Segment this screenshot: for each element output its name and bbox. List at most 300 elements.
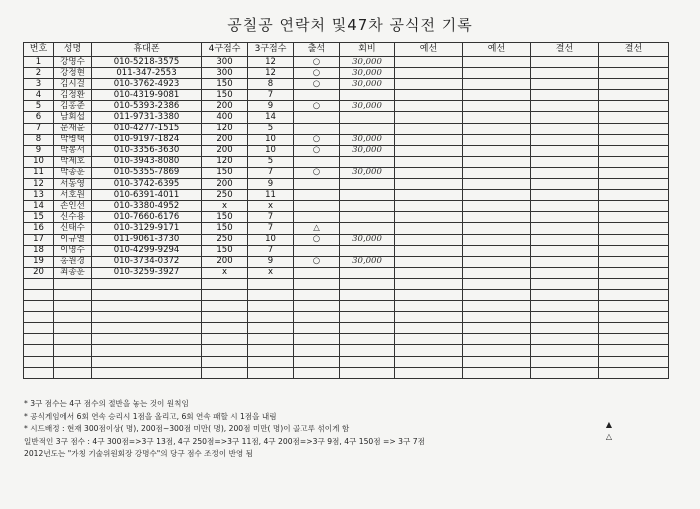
phone-number: 010-3742-6395 [92, 179, 202, 190]
table-row [24, 156, 669, 167]
empty-cell [599, 312, 669, 323]
fee-amount: 30,000 [340, 167, 395, 178]
row-number: 10 [24, 156, 54, 167]
empty-cell [294, 367, 340, 378]
empty-cell [202, 278, 248, 289]
empty-cell [463, 57, 531, 68]
empty-cell [248, 334, 294, 345]
score-3ball: 8 [248, 79, 294, 90]
score-4ball: 200 [202, 101, 248, 112]
fee-amount: 30,000 [340, 68, 395, 79]
fee-amount [340, 267, 395, 278]
empty-cell [248, 356, 294, 367]
score-4ball: 150 [202, 245, 248, 256]
empty-cell [202, 312, 248, 323]
phone-number: 010-3356-3630 [92, 145, 202, 156]
empty-cell [463, 134, 531, 145]
empty-cell [248, 289, 294, 300]
empty-cell [92, 367, 202, 378]
empty-cell [531, 334, 599, 345]
empty-cell [531, 112, 599, 123]
table-row [24, 256, 669, 267]
empty-cell [92, 323, 202, 334]
attendance-mark: ○ [294, 57, 340, 68]
score-3ball: 5 [248, 156, 294, 167]
member-name: 남회섭 [54, 112, 92, 123]
phone-number: 010-3943-8080 [92, 156, 202, 167]
score-4ball: 120 [202, 156, 248, 167]
score-3ball: x [248, 267, 294, 278]
member-name: 강명수 [54, 57, 92, 68]
empty-cell [531, 267, 599, 278]
phone-number: 010-3129-9171 [92, 223, 202, 234]
score-3ball: 7 [248, 223, 294, 234]
score-3ball: 14 [248, 112, 294, 123]
empty-cell [395, 234, 463, 245]
empty-cell [463, 123, 531, 134]
empty-cell [395, 289, 463, 300]
empty-cell [248, 312, 294, 323]
empty-cell [599, 201, 669, 212]
empty-cell [531, 134, 599, 145]
empty-cell [463, 256, 531, 267]
empty-cell [294, 345, 340, 356]
empty-cell [340, 367, 395, 378]
attendance-mark: ○ [294, 234, 340, 245]
row-number: 17 [24, 234, 54, 245]
table-row [24, 267, 669, 278]
empty-cell [395, 79, 463, 90]
empty-cell [395, 334, 463, 345]
row-number: 4 [24, 90, 54, 101]
member-name: 서동영 [54, 179, 92, 190]
score-3ball: 10 [248, 234, 294, 245]
empty-cell [54, 312, 92, 323]
row-number: 15 [24, 212, 54, 223]
fee-amount [340, 201, 395, 212]
empty-cell [294, 334, 340, 345]
phone-number: 011-347-2553 [92, 68, 202, 79]
attendance-mark: ○ [294, 256, 340, 267]
attendance-mark: △ [294, 223, 340, 234]
contact-record-table [23, 42, 669, 379]
empty-cell [24, 367, 54, 378]
table-row [24, 201, 669, 212]
empty-cell [24, 345, 54, 356]
empty-cell [531, 68, 599, 79]
attendance-mark: ○ [294, 79, 340, 90]
empty-cell [463, 323, 531, 334]
empty-cell [340, 334, 395, 345]
member-name: 이규열 [54, 234, 92, 245]
member-name: 김정환 [54, 90, 92, 101]
empty-cell [395, 156, 463, 167]
empty-cell [294, 289, 340, 300]
phone-number: 010-3259-3927 [92, 267, 202, 278]
empty-cell [294, 323, 340, 334]
table-row [24, 112, 669, 123]
empty-cell [531, 156, 599, 167]
empty-cell [395, 245, 463, 256]
member-name: 신태수 [54, 223, 92, 234]
blank-row [24, 367, 669, 378]
score-4ball: 250 [202, 234, 248, 245]
row-number: 19 [24, 256, 54, 267]
empty-cell [54, 301, 92, 312]
col-header: 출석 [294, 43, 340, 57]
empty-cell [599, 112, 669, 123]
member-name: 문재윤 [54, 123, 92, 134]
empty-cell [599, 156, 669, 167]
empty-cell [92, 356, 202, 367]
note-line: * 공식게임에서 6회 연속 승리시 1점을 올리고, 6회 연속 패할 시 1점을 내림 [24, 411, 277, 421]
empty-cell [463, 145, 531, 156]
score-4ball: 120 [202, 123, 248, 134]
table-row [24, 79, 669, 90]
empty-cell [531, 167, 599, 178]
score-4ball: 200 [202, 145, 248, 156]
member-name: 최종훈 [54, 267, 92, 278]
row-number: 6 [24, 112, 54, 123]
empty-cell [531, 356, 599, 367]
empty-cell [395, 256, 463, 267]
empty-cell [24, 301, 54, 312]
empty-cell [202, 289, 248, 300]
col-header: 4구점수 [202, 43, 248, 57]
blank-row [24, 312, 669, 323]
empty-cell [463, 212, 531, 223]
score-3ball: 5 [248, 123, 294, 134]
table-row [24, 68, 669, 79]
empty-cell [599, 57, 669, 68]
fee-amount: 30,000 [340, 134, 395, 145]
table-body [24, 57, 669, 379]
attendance-mark: ○ [294, 134, 340, 145]
fee-amount [340, 212, 395, 223]
empty-cell [599, 190, 669, 201]
score-4ball: 150 [202, 90, 248, 101]
empty-cell [395, 312, 463, 323]
col-header: 성명 [54, 43, 92, 57]
empty-cell [24, 356, 54, 367]
empty-cell [599, 289, 669, 300]
empty-cell [531, 212, 599, 223]
empty-cell [463, 101, 531, 112]
empty-cell [340, 289, 395, 300]
empty-cell [395, 267, 463, 278]
score-4ball: 300 [202, 57, 248, 68]
table-row [24, 167, 669, 178]
table-header-row [24, 43, 669, 57]
empty-cell [463, 356, 531, 367]
fee-amount [340, 112, 395, 123]
attendance-mark [294, 190, 340, 201]
empty-cell [463, 68, 531, 79]
empty-cell [599, 167, 669, 178]
attendance-mark: ○ [294, 101, 340, 112]
empty-cell [92, 334, 202, 345]
empty-cell [531, 145, 599, 156]
attendance-mark [294, 212, 340, 223]
empty-cell [463, 301, 531, 312]
col-header: 결선 [531, 43, 599, 57]
score-3ball: 7 [248, 90, 294, 101]
empty-cell [531, 367, 599, 378]
fee-amount [340, 245, 395, 256]
fee-amount [340, 90, 395, 101]
phone-number: 010-3762-4923 [92, 79, 202, 90]
empty-cell [599, 68, 669, 79]
empty-cell [395, 301, 463, 312]
col-header: 휴대폰 [92, 43, 202, 57]
phone-number: 010-4277-1515 [92, 123, 202, 134]
row-number: 11 [24, 167, 54, 178]
score-4ball: 200 [202, 179, 248, 190]
attendance-mark [294, 90, 340, 101]
empty-cell [395, 145, 463, 156]
hollow-triangle-mark: △ [605, 432, 612, 441]
fee-amount: 30,000 [340, 101, 395, 112]
empty-cell [531, 345, 599, 356]
empty-cell [599, 90, 669, 101]
empty-cell [599, 334, 669, 345]
member-name: 홍원경 [54, 256, 92, 267]
col-header: 3구점수 [248, 43, 294, 57]
empty-cell [599, 101, 669, 112]
empty-cell [340, 323, 395, 334]
score-4ball: 150 [202, 79, 248, 90]
empty-cell [531, 79, 599, 90]
empty-cell [531, 256, 599, 267]
empty-cell [531, 90, 599, 101]
fee-amount: 30,000 [340, 145, 395, 156]
empty-cell [54, 334, 92, 345]
empty-cell [599, 245, 669, 256]
blank-row [24, 323, 669, 334]
row-number: 8 [24, 134, 54, 145]
empty-cell [531, 245, 599, 256]
blank-row [24, 289, 669, 300]
score-3ball: 7 [248, 245, 294, 256]
empty-cell [248, 278, 294, 289]
score-4ball: x [202, 267, 248, 278]
empty-cell [463, 112, 531, 123]
empty-cell [599, 345, 669, 356]
table-row [24, 57, 669, 68]
phone-number: 010-7660-6176 [92, 212, 202, 223]
table-row [24, 234, 669, 245]
score-3ball: 9 [248, 256, 294, 267]
member-name: 손인선 [54, 201, 92, 212]
empty-cell [599, 223, 669, 234]
fee-amount [340, 223, 395, 234]
row-number: 5 [24, 101, 54, 112]
member-name: 김시걸 [54, 79, 92, 90]
empty-cell [202, 301, 248, 312]
row-number: 12 [24, 179, 54, 190]
table-row [24, 145, 669, 156]
empty-cell [24, 289, 54, 300]
row-number: 7 [24, 123, 54, 134]
empty-cell [54, 289, 92, 300]
phone-number: 010-5218-3575 [92, 57, 202, 68]
fee-amount [340, 156, 395, 167]
empty-cell [395, 123, 463, 134]
phone-number: 010-6391-4011 [92, 190, 202, 201]
empty-cell [463, 312, 531, 323]
empty-cell [599, 356, 669, 367]
empty-cell [92, 278, 202, 289]
empty-cell [395, 179, 463, 190]
score-4ball: 200 [202, 256, 248, 267]
empty-cell [92, 312, 202, 323]
table-row [24, 134, 669, 145]
empty-cell [340, 345, 395, 356]
empty-cell [463, 79, 531, 90]
score-3ball: 7 [248, 167, 294, 178]
member-name: 서호원 [54, 190, 92, 201]
empty-cell [92, 345, 202, 356]
score-4ball: 150 [202, 212, 248, 223]
score-4ball: 400 [202, 112, 248, 123]
row-number: 18 [24, 245, 54, 256]
score-3ball: 11 [248, 190, 294, 201]
empty-cell [294, 356, 340, 367]
empty-cell [202, 345, 248, 356]
empty-cell [395, 345, 463, 356]
empty-cell [463, 190, 531, 201]
attendance-mark: ○ [294, 68, 340, 79]
blank-row [24, 356, 669, 367]
note-line: * 3구 점수는 4구 점수의 절반을 놓는 것이 원칙임 [24, 399, 189, 408]
empty-cell [599, 212, 669, 223]
empty-cell [463, 223, 531, 234]
empty-cell [395, 101, 463, 112]
fee-amount: 30,000 [340, 234, 395, 245]
empty-cell [395, 356, 463, 367]
phone-number: 010-3380-4952 [92, 201, 202, 212]
score-3ball: 12 [248, 57, 294, 68]
empty-cell [463, 289, 531, 300]
table-row [24, 212, 669, 223]
empty-cell [248, 345, 294, 356]
empty-cell [248, 367, 294, 378]
blank-row [24, 334, 669, 345]
empty-cell [294, 312, 340, 323]
member-name: 강정현 [54, 68, 92, 79]
member-name: 김홍준 [54, 101, 92, 112]
empty-cell [599, 367, 669, 378]
fee-amount [340, 190, 395, 201]
empty-cell [395, 90, 463, 101]
empty-cell [340, 356, 395, 367]
empty-cell [24, 323, 54, 334]
score-4ball: x [202, 201, 248, 212]
empty-cell [395, 201, 463, 212]
row-number: 9 [24, 145, 54, 156]
empty-cell [395, 68, 463, 79]
empty-cell [294, 278, 340, 289]
col-header: 결선 [599, 43, 669, 57]
empty-cell [599, 301, 669, 312]
empty-cell [463, 267, 531, 278]
empty-cell [463, 167, 531, 178]
member-name: 이명수 [54, 245, 92, 256]
phone-number: 011-9731-3380 [92, 112, 202, 123]
empty-cell [531, 201, 599, 212]
empty-cell [202, 334, 248, 345]
empty-cell [599, 123, 669, 134]
empty-cell [463, 278, 531, 289]
table-row [24, 223, 669, 234]
note-line: 일반적인 3구 점수 : 4구 300점=>3구 13점, 4구 250점=>3구 11점, 4구 200점=>3구 9점, 4구 150점 => 3구 7점 [24, 436, 425, 446]
member-name: 박제호 [54, 156, 92, 167]
empty-cell [463, 234, 531, 245]
empty-cell [395, 367, 463, 378]
attendance-mark [294, 123, 340, 134]
attendance-mark: ○ [294, 167, 340, 178]
attendance-mark [294, 112, 340, 123]
empty-cell [531, 289, 599, 300]
empty-cell [24, 278, 54, 289]
blank-row [24, 301, 669, 312]
empty-cell [463, 345, 531, 356]
empty-cell [463, 179, 531, 190]
table-row [24, 90, 669, 101]
empty-cell [531, 57, 599, 68]
empty-cell [202, 323, 248, 334]
empty-cell [531, 101, 599, 112]
empty-cell [599, 234, 669, 245]
document-title: 공칠공 연락처 및47차 공식전 기록 [227, 16, 473, 34]
empty-cell [599, 145, 669, 156]
member-name: 박종훈 [54, 167, 92, 178]
row-number: 14 [24, 201, 54, 212]
empty-cell [395, 57, 463, 68]
empty-cell [395, 167, 463, 178]
row-number: 1 [24, 57, 54, 68]
empty-cell [531, 190, 599, 201]
empty-cell [463, 334, 531, 345]
empty-cell [531, 278, 599, 289]
empty-cell [531, 223, 599, 234]
row-number: 16 [24, 223, 54, 234]
score-3ball: 12 [248, 68, 294, 79]
empty-cell [395, 190, 463, 201]
score-4ball: 150 [202, 167, 248, 178]
empty-cell [463, 201, 531, 212]
empty-cell [294, 301, 340, 312]
empty-cell [202, 367, 248, 378]
row-number: 2 [24, 68, 54, 79]
blank-row [24, 278, 669, 289]
empty-cell [599, 278, 669, 289]
score-4ball: 150 [202, 223, 248, 234]
empty-cell [395, 323, 463, 334]
table-row [24, 179, 669, 190]
empty-cell [463, 156, 531, 167]
score-3ball: 7 [248, 212, 294, 223]
empty-cell [54, 345, 92, 356]
phone-number: 010-5355-7869 [92, 167, 202, 178]
empty-cell [395, 134, 463, 145]
attendance-mark [294, 201, 340, 212]
attendance-mark [294, 179, 340, 190]
score-4ball: 250 [202, 190, 248, 201]
empty-cell [92, 289, 202, 300]
attendance-mark [294, 245, 340, 256]
empty-cell [531, 179, 599, 190]
